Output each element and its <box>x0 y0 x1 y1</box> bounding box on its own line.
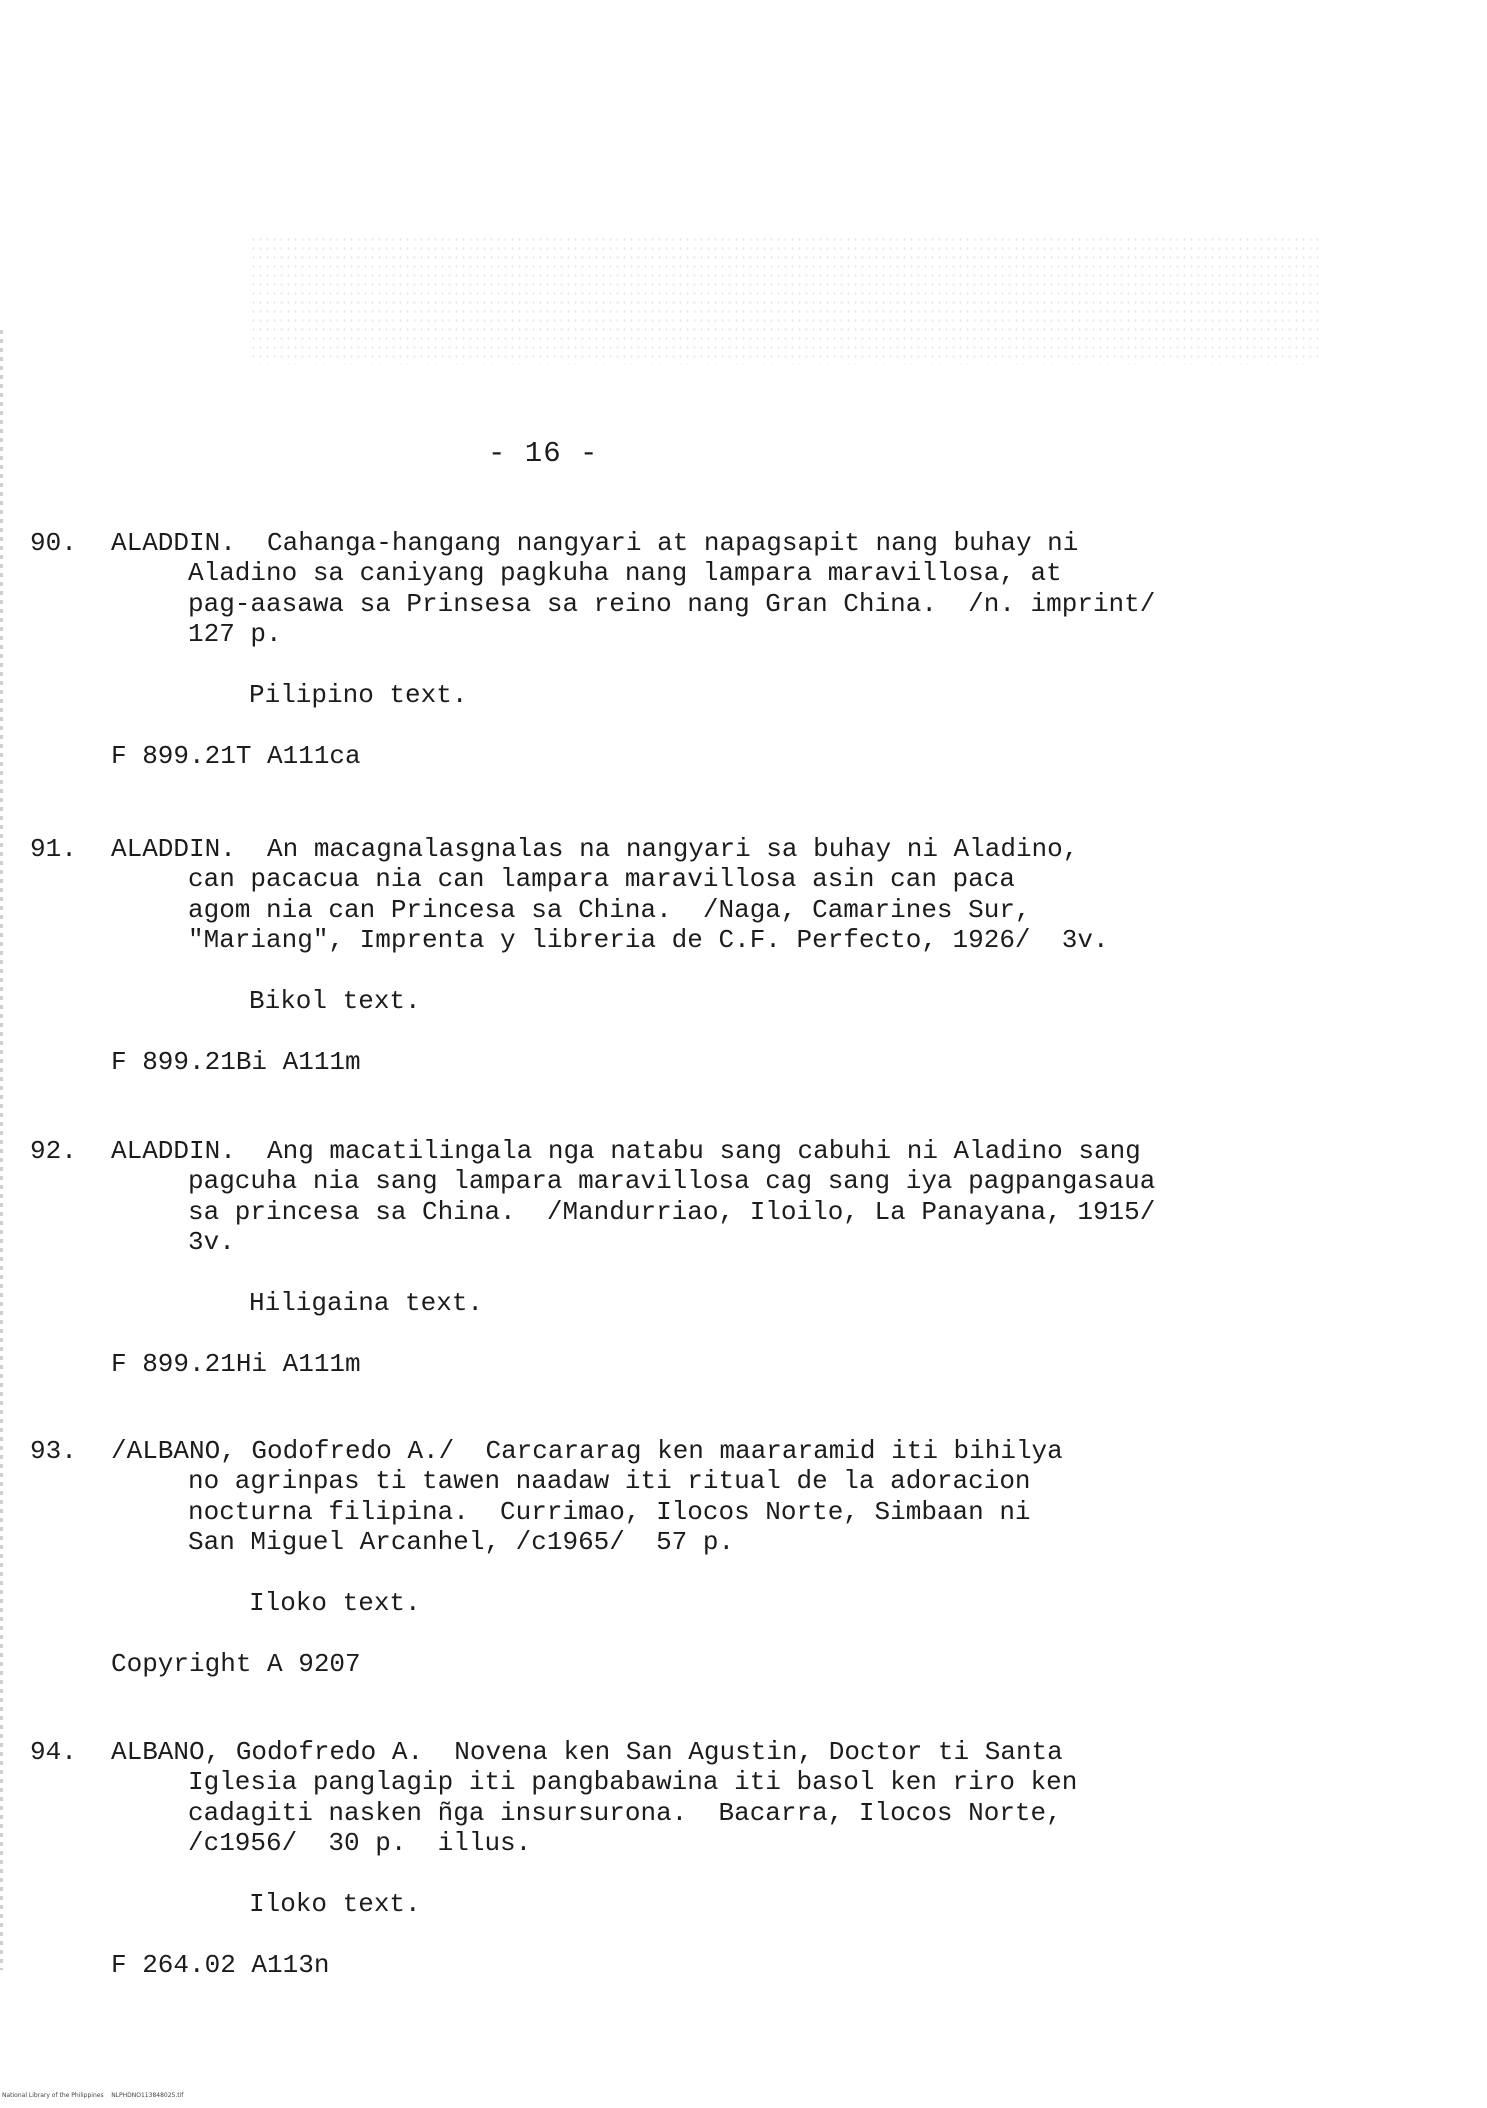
entry-number: 90. <box>30 528 77 558</box>
entry-line: Aladino sa caniyang pagkuha nang lampara maravillosa, at <box>188 558 1062 588</box>
entry-number: 91. <box>30 834 77 864</box>
entry-line: Iglesia panglagip iti pangbabawina iti basol ken riro ken <box>188 1767 1078 1797</box>
entry-line: /c1956/ 30 p. illus. <box>188 1828 532 1858</box>
entry-line: 3v. <box>188 1227 235 1257</box>
entry-line: "Mariang", Imprenta y libreria de C.F. Perfecto, 1926/ 3v. <box>188 925 1109 955</box>
call-number: F 899.21Hi A111m <box>111 1349 361 1379</box>
entry-line: pagcuha nia sang lampara maravillosa cag sang iya pagpangasaua <box>188 1166 1156 1196</box>
entry-line: nocturna filipina. Currimao, Ilocos Norte, Simbaan ni <box>188 1497 1031 1527</box>
scan-footer: National Library of the Philippines NLPHDNO113848025.tif <box>2 2092 184 2099</box>
language-note: Hiligaina text. <box>249 1288 484 1318</box>
language-note: Bikol text. <box>249 986 421 1016</box>
scan-noise <box>250 235 1320 365</box>
entry-line: sa princesa sa China. /Mandurriao, Iloilo, La Panayana, 1915/ <box>188 1197 1156 1227</box>
entry-line: agom nia can Princesa sa China. /Naga, Camarines Sur, <box>188 895 1031 925</box>
call-number: F 899.21T A111ca <box>111 741 361 771</box>
entry-number: 92. <box>30 1136 77 1166</box>
entry-line: cadagiti nasken ñga insursurona. Bacarra, Ilocos Norte, <box>188 1798 1062 1828</box>
call-number: F 899.21Bi A111m <box>111 1047 361 1077</box>
entry-line: /ALBANO, Godofredo A./ Carcararag ken maararamid iti bihilya <box>111 1436 1063 1466</box>
call-number: Copyright A 9207 <box>111 1649 361 1679</box>
entry-line: ALADDIN. Cahanga-hangang nangyari at napagsapit nang buhay ni <box>111 528 1079 558</box>
entry-number: 93. <box>30 1436 77 1466</box>
entry-line: can pacacua nia can lampara maravillosa asin can paca <box>188 864 1015 894</box>
entry-line: ALADDIN. An macagnalasgnalas na nangyari sa buhay ni Aladino, <box>111 834 1079 864</box>
entry-line: ALBANO, Godofredo A. Novena ken San Agustin, Doctor ti Santa <box>111 1737 1063 1767</box>
call-number: F 264.02 A113n <box>111 1950 330 1980</box>
language-note: Iloko text. <box>249 1889 421 1919</box>
entry-line: no agrinpas ti tawen naadaw iti ritual de la adoracion <box>188 1466 1031 1496</box>
entry-line: San Miguel Arcanhel, /c1965/ 57 p. <box>188 1527 735 1557</box>
entry-number: 94. <box>30 1737 77 1767</box>
entry-line: pag-aasawa sa Prinsesa sa reino nang Gran China. /n. imprint/ <box>188 589 1156 619</box>
entry-line: ALADDIN. Ang macatilingala nga natabu sang cabuhi ni Aladino sang <box>111 1136 1141 1166</box>
scan-edge <box>0 330 3 1970</box>
page-number: - 16 - <box>488 437 599 470</box>
language-note: Pilipino text. <box>249 680 468 710</box>
language-note: Iloko text. <box>249 1588 421 1618</box>
entry-line: 127 p. <box>188 619 282 649</box>
